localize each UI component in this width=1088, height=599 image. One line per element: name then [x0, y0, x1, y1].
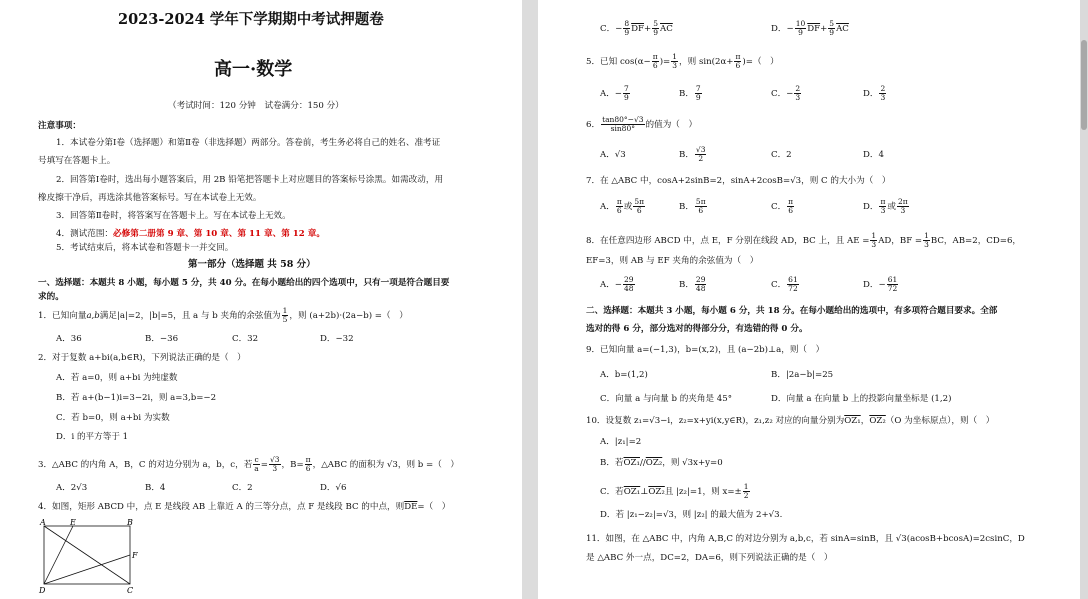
q1-fraction — [282, 307, 289, 324]
q10-v2: OZ₂ — [869, 416, 886, 426]
q6-option-a: A．√3 — [600, 150, 626, 160]
q8-f2d: 3 — [924, 240, 929, 249]
q5-f2d: 3 — [672, 61, 678, 70]
q7a-or: 或 — [623, 202, 633, 212]
q7a-pre: A． — [600, 202, 615, 212]
note-1a: 1．本试卷分第Ⅰ卷（选择题）和第Ⅱ卷（非选择题）两部分。答卷前，考生务必将自己的姓名、准考证 — [56, 138, 441, 148]
q5a-frac — [623, 85, 630, 102]
section2-a: 二、选择题：本题共 3 小题，每小题 6 分，共 18 分。在每小题给出的选项中，有多项符合题目要求。全部 — [586, 306, 998, 316]
q4d-v1: $\overline{DF}$ — [807, 24, 821, 34]
q8-post: BC，AB=2，CD=6， — [930, 236, 1022, 246]
q4c-f1d: 9 — [624, 28, 630, 37]
q3-eq: = — [260, 460, 268, 470]
q4d-f1d: 9 — [798, 28, 803, 37]
q3-frac2-num: √3 — [269, 455, 280, 464]
note-4 — [56, 229, 325, 240]
q10-post: （O 为坐标原点），则（ ） — [885, 416, 995, 426]
q3-frac1-num: c — [254, 455, 259, 464]
q10c-mid: 且 |z₂|=1，则 x=± — [664, 487, 742, 497]
q3-option-b: B．4 — [145, 483, 166, 493]
q5-pre: 5．已知 cos(α− — [586, 57, 651, 67]
rectangle-figure — [38, 518, 138, 594]
q4d-f2d: 9 — [829, 28, 835, 37]
q6-option-c: C．2 — [771, 150, 792, 160]
q10-option-d: D．若 |z₁−z₂|=√3，则 |z₂| 的最大值为 2+√3. — [600, 510, 783, 520]
label-b: B — [127, 518, 133, 527]
q10b-v1: OZ₁ — [623, 458, 640, 468]
q6b-frac — [695, 146, 707, 163]
q10-stem — [586, 416, 994, 427]
note-2b: 橡皮擦干净后，再选涂其他答案标号。写在本试卷上无效。 — [38, 193, 262, 203]
q4-pre: 4．如图，矩形 ABCD 中，点 E 是线段 AB 上靠近 A 的三等分点，点 F 是线段 BC 的中点，则 — [38, 502, 405, 512]
q5-f3n: π — [735, 52, 741, 61]
q10b-pre: B．若 — [600, 458, 624, 468]
q1-option-b: B．−36 — [145, 334, 179, 344]
q3-frac3-den: 6 — [305, 464, 311, 473]
q10-option-c — [600, 483, 751, 500]
q3-mid: ，B= — [281, 460, 304, 470]
q3-frac2-den: 3 — [272, 464, 278, 473]
section1-b: 求的。 — [38, 292, 64, 302]
q5b-d: 9 — [695, 93, 701, 102]
q7a-n2: 5π — [634, 197, 645, 206]
q5b-frac — [695, 85, 702, 102]
q10-comma: ， — [860, 416, 870, 426]
q3-option-d: D．√6 — [320, 483, 347, 493]
q8d-label: D．− — [863, 280, 886, 290]
q4d-f1n: 10 — [795, 19, 806, 28]
q5-frac3 — [734, 53, 741, 70]
vertical-scrollbar[interactable] — [1080, 0, 1088, 599]
q5-f1n: π — [652, 52, 658, 61]
q6-frac — [601, 116, 644, 133]
q1-option-d: D．−32 — [320, 334, 354, 344]
q4d-plus: + — [820, 24, 828, 34]
q7-option-b — [679, 198, 708, 215]
note-2a: 2．回答第Ⅰ卷时，选出每小题答案后，用 2B 铅笔把答题卡上对应题目的答案标号涂黑。如需改动，用 — [56, 175, 444, 185]
q7b-n: 5π — [695, 197, 706, 206]
q7c-d: 6 — [788, 206, 794, 215]
q8a-d: 48 — [624, 284, 634, 293]
q7b-frac — [695, 198, 707, 215]
q10c-d: 2 — [743, 491, 749, 500]
q7a-frac2 — [633, 198, 645, 215]
q2-option-c: C．若 b=0，则 a+bi 为实数 — [56, 413, 170, 423]
q3-frac-ca — [253, 456, 259, 473]
q7d-frac2 — [897, 198, 909, 215]
q4c-f1n: 8 — [624, 19, 630, 28]
q1-post: ，则 (a+2b)·(2a−b) =（ ） — [289, 311, 408, 321]
q2-option-a: A．若 a=0，则 a+bi 为纯虚数 — [56, 373, 178, 383]
q3-frac3-num: π — [305, 455, 311, 464]
label-d: D — [39, 586, 46, 594]
label-c: C — [127, 586, 134, 594]
q5c-d: 3 — [795, 93, 801, 102]
subject-title: 高一·数学 — [214, 59, 293, 80]
q4d-frac1 — [795, 20, 807, 37]
q6-stem — [586, 116, 697, 133]
q9-stem: 9．已知向量 a=(−1,3)，b=(x,2)，且 (a−2b)⊥a，则（ ） — [586, 345, 825, 355]
q6-num: 6． — [586, 120, 601, 130]
q5-f2n: 1 — [672, 52, 678, 61]
label-a: A — [40, 518, 46, 527]
q8-frac2 — [923, 232, 930, 249]
q5a-n: 7 — [624, 84, 629, 93]
segment-df — [44, 555, 130, 584]
q2-option-d: D．i 的平方等于 1 — [56, 432, 129, 442]
q4-stem — [38, 502, 450, 513]
q5d-label: D． — [863, 89, 879, 99]
q9-option-b: B．|2a−b|=25 — [771, 370, 834, 380]
label-e: E — [70, 518, 76, 527]
q7-stem: 7．在 △ABC 中，cosA+2sinB=2，sinA+2cosB=√3，则 C 的大小为（ ） — [586, 176, 891, 186]
q8-f2n: 1 — [924, 231, 929, 240]
q10c-v1: OZ₁ — [623, 487, 641, 497]
q8a-label: A．− — [600, 280, 623, 290]
q5-frac1 — [652, 53, 659, 70]
notes-heading: 注意事项： — [38, 121, 81, 131]
q5b-label: B． — [679, 89, 694, 99]
q11-stem-b: 是 △ABC 外一点，DC=2，DA=6，则下列说法正确的是（ ） — [586, 553, 833, 563]
q7d-n1: π — [880, 197, 886, 206]
q6-fn: tan80°−√3 — [602, 115, 644, 124]
q3-frac-pi6 — [305, 456, 312, 473]
q1-cond: |a|=2，|b|=5，且 a 与 b 夹角的余弦值为 — [117, 311, 281, 321]
q8d-frac — [887, 276, 899, 293]
q5-mid2: ，则 sin(2α+ — [679, 57, 734, 67]
q6b-d: 2 — [698, 154, 704, 163]
q4-vector-de: $\overline{DE}$ — [404, 502, 418, 512]
page-right — [538, 0, 1088, 599]
q6b-pre: B． — [679, 150, 694, 160]
q1-option-c: C．32 — [232, 334, 259, 344]
q10-option-b — [600, 458, 723, 469]
q5d-frac — [879, 85, 886, 102]
section2-b: 选对的得 6 分，部分选对的得部分分，有选错的得 0 分。 — [586, 324, 808, 334]
q8-stem — [586, 232, 1021, 249]
q10c-v2: OZ₂ — [648, 487, 665, 497]
q1-stem — [38, 307, 408, 324]
q2-stem: 2．对于复数 a+bi(a,b∈R)，下列说法正确的是（ ） — [38, 353, 246, 363]
part1-heading: 第一部分（选择题 共 58 分） — [188, 259, 316, 270]
q7d-d2: 3 — [900, 206, 906, 215]
q7a-d2: 6 — [636, 206, 642, 215]
q9-option-d: D．向量 a 在向量 b 上的投影向量坐标是 (1,2) — [771, 394, 952, 404]
q6-option-d: D．4 — [863, 150, 884, 160]
q8-f1n: 1 — [871, 231, 877, 240]
exam-info: （考试时间：120 分钟 试卷满分：150 分） — [168, 101, 344, 111]
q7-option-a — [600, 198, 646, 215]
q8-stem-b: EF=3，则 AB 与 EF 夹角的余弦值为（ ） — [586, 256, 759, 266]
q8-f1d: 3 — [871, 240, 877, 249]
q5-option-a — [600, 85, 631, 102]
q5d-n: 2 — [880, 84, 886, 93]
q7a-frac1 — [616, 198, 623, 215]
q8d-n: 61 — [887, 275, 898, 284]
q5a-d: 9 — [624, 93, 629, 102]
q7d-pre: D． — [863, 202, 879, 212]
q5a-label: A．− — [600, 89, 623, 99]
label-f: F — [132, 551, 138, 560]
q3-option-c: C．2 — [232, 483, 253, 493]
scrollbar-thumb[interactable] — [1081, 40, 1087, 130]
q4d-frac2 — [828, 20, 835, 37]
q7-option-c — [771, 198, 795, 215]
q4c-f2d: 9 — [653, 28, 658, 37]
q4-option-d — [771, 20, 849, 37]
q8a-n: 29 — [624, 275, 634, 284]
q8a-frac — [623, 276, 635, 293]
q7d-n2: 2π — [898, 197, 908, 206]
q6b-n: √3 — [695, 145, 706, 154]
note-1b: 号填写在答题卡上。 — [38, 156, 116, 166]
q8c-n: 61 — [788, 275, 798, 284]
q1-ab: a,b — [86, 311, 100, 321]
q4c-v1: $\overline{DF}$ — [631, 24, 645, 34]
q8-option-a — [600, 276, 636, 293]
q5-option-c — [771, 85, 802, 102]
q1-option-a: A．36 — [56, 334, 82, 344]
q4c-frac2 — [652, 20, 659, 37]
q8b-d: 48 — [695, 284, 706, 293]
q7d-or: 或 — [887, 202, 897, 212]
q10b-par: // — [639, 458, 646, 468]
q10-v1: OZ₁ — [844, 416, 861, 426]
q8c-label: C． — [771, 280, 787, 290]
q5-option-d — [863, 85, 887, 102]
q5-f1d: 6 — [652, 61, 658, 70]
q8-pre: 8．在任意四边形 ABCD 中，点 E，F 分别在线段 AD，BC 上，且 AE = — [586, 236, 870, 246]
page-gap — [522, 0, 538, 599]
q8-frac1 — [870, 232, 877, 249]
q4d-pre: D．− — [771, 24, 794, 34]
q8c-d: 72 — [788, 284, 798, 293]
q5c-frac — [794, 85, 801, 102]
q9-option-a: A．b=(1,2) — [600, 370, 648, 380]
q3-frac1-den: a — [254, 464, 259, 473]
q4-option-c — [600, 20, 673, 37]
q5c-n: 2 — [795, 84, 801, 93]
q4c-pre: C．− — [600, 24, 623, 34]
note-4-prefix: 4．测试范围： — [56, 229, 114, 239]
q7a-n1: π — [616, 197, 622, 206]
q1-frac-den: 5 — [282, 315, 288, 324]
q2-option-b: B．若 a+(b−1)i=3−2i，则 a=3,b=−2 — [56, 393, 217, 403]
q8-option-c — [771, 276, 800, 293]
q9-option-c: C．向量 a 与向量 b 的夹角是 45° — [600, 394, 733, 404]
q5c-label: C．− — [771, 89, 794, 99]
q11-stem-a: 11．如图，在 △ABC 中，内角 A,B,C 的对边分别为 a,b,c，若 sinA=sinB，且 √3(acosB+bcosA)=2csinC，D — [586, 534, 1025, 544]
q1-mid: 满足 — [99, 311, 117, 321]
q8-mid: AD，BF = — [878, 236, 923, 246]
q7a-d1: 6 — [616, 206, 622, 215]
note-4-range: 必修第二册第 9 章、第 10 章、第 11 章、第 12 章。 — [113, 229, 325, 239]
q1-pre: 1．已知向量 — [38, 311, 87, 321]
q4c-f2n: 5 — [653, 19, 658, 28]
q3-pre: 3．△ABC 的内角 A，B，C 的对边分别为 a，b，c，若 — [38, 460, 253, 470]
q6-fd: sin80° — [610, 124, 635, 133]
q10-pre: 10．设复数 z₁=√3−i，z₂=x+yi(x,y∈R)，z₁,z₂ 对应的向量分别为 — [586, 416, 845, 426]
q7c-n: π — [788, 197, 794, 206]
q10b-post: ，则 √3x+y=0 — [662, 458, 723, 468]
q1-frac-num: 1 — [282, 306, 288, 315]
q10c-perp: ⊥ — [640, 487, 649, 497]
q4c-frac1 — [623, 20, 630, 37]
q5-option-b — [679, 85, 703, 102]
note-3: 3．回答第Ⅱ卷时，将答案写在答题卡上。写在本试卷上无效。 — [56, 211, 291, 221]
q4-post: =（ ） — [417, 502, 451, 512]
page-left — [0, 0, 522, 599]
q8-option-b — [679, 276, 707, 293]
q8c-frac — [787, 276, 799, 293]
q8-option-d — [863, 276, 899, 293]
q6-post: 的值为（ ） — [645, 120, 698, 130]
q10c-pre: C．若 — [600, 487, 624, 497]
q7d-d1: 3 — [880, 206, 886, 215]
q8b-n: 29 — [695, 275, 706, 284]
note-5: 5．考试结束后，将本试卷和答题卡一并交回。 — [56, 243, 234, 253]
q5-stem — [586, 53, 779, 70]
q10c-n: 1 — [743, 482, 749, 491]
q5b-n: 7 — [695, 84, 701, 93]
q10b-v2: OZ₂ — [645, 458, 663, 468]
q4c-v2: $\overline{AC}$ — [660, 24, 673, 34]
q3-post: ，△ABC 的面积为 √3，则 b =（ ） — [312, 460, 459, 470]
q5-mid: )= — [659, 57, 671, 67]
q3-stem — [38, 456, 459, 473]
q4d-f2n: 5 — [829, 19, 835, 28]
q5d-d: 3 — [880, 93, 886, 102]
q7c-frac — [787, 198, 794, 215]
q7-option-d — [863, 198, 910, 215]
q7b-d: 6 — [698, 206, 704, 215]
exam-title: 2023-2024 学年下学期期中考试押题卷 — [118, 11, 384, 28]
segment-ac — [44, 526, 130, 584]
q7b-pre: B． — [679, 202, 694, 212]
q10-option-a: A．|z₁|=2 — [600, 437, 642, 447]
q8b-frac — [695, 276, 707, 293]
q10c-frac — [743, 483, 750, 500]
q4c-plus: + — [644, 24, 652, 34]
q7d-frac1 — [879, 198, 886, 215]
q5-post: )=（ ） — [742, 57, 779, 67]
q3-frac-root3 — [269, 456, 281, 473]
q4d-v2: $\overline{AC}$ — [836, 24, 849, 34]
q7c-pre: C． — [771, 202, 787, 212]
q8d-d: 72 — [887, 284, 898, 293]
q8b-label: B． — [679, 280, 694, 290]
q5-f3d: 6 — [735, 61, 741, 70]
q6-option-b — [679, 146, 707, 163]
section1-a: 一、选择题：本题共 8 小题，每小题 5 分，共 40 分。在每小题给出的四个选项中，只有一项是符合题目要 — [38, 278, 450, 288]
q5-frac2 — [671, 53, 678, 70]
q3-option-a: A．2√3 — [56, 483, 88, 493]
